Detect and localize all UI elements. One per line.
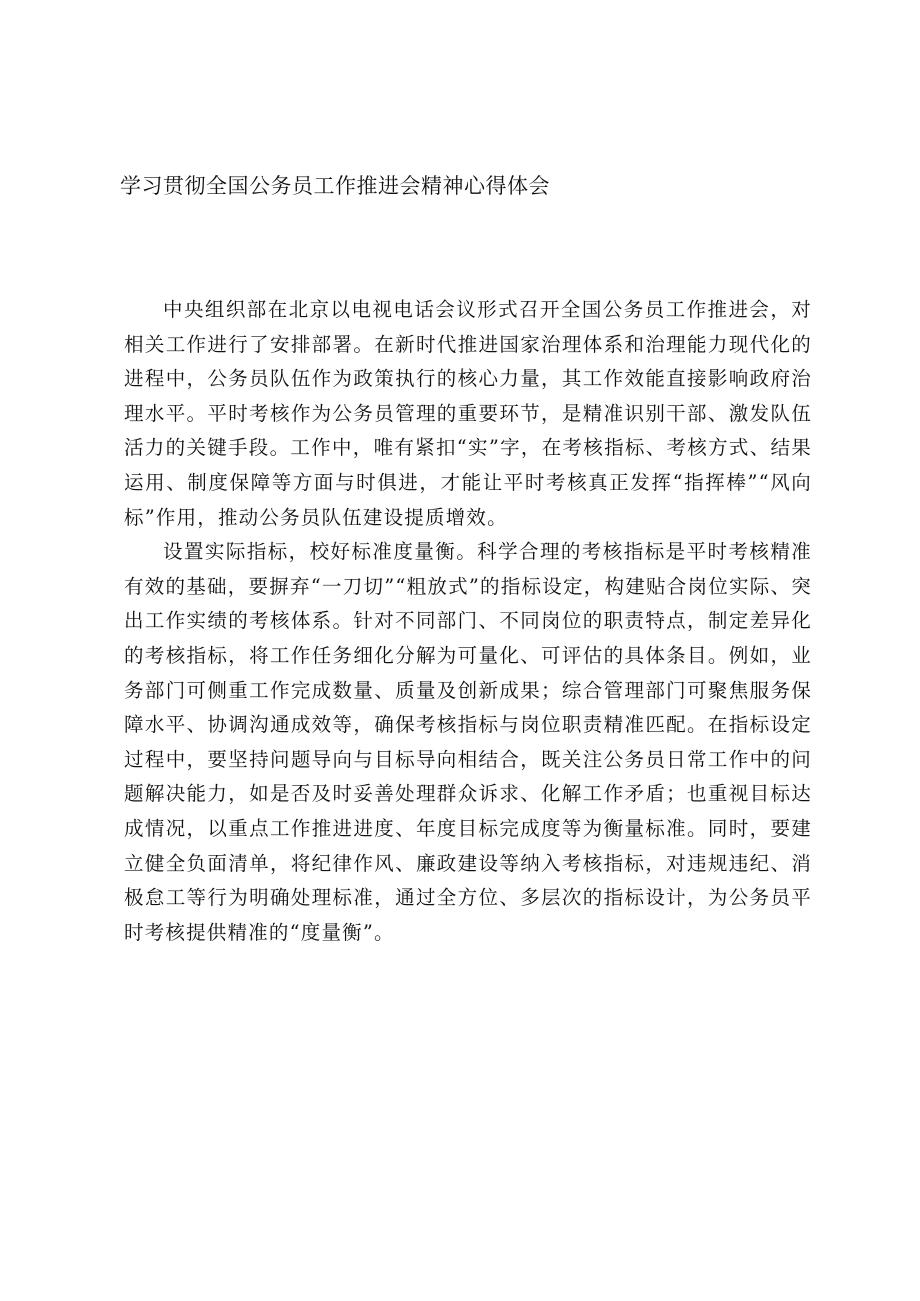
document-title: 学习贯彻全国公务员工作推进会精神心得体会 — [120, 174, 550, 198]
paragraph-indicators: 设置实际指标，校好标准度量衡。科学合理的考核指标是平时考核精准有效的基础，要摒弃“一刀切”“粗放式”的指标设定，构建贴合岗位实际、突出工作实绩的考核体系。针对不同部门、不同岗位的职责特点，制定差异化的考核指标，将工作任务细化分解为可量化、可评估的具体条目。例如，业务部门可侧重工作完成数量、质量及创新成果；综合管理部门可聚焦服务保障水平、协调沟通成效等，确保考核指标与岗位职责精准匹配。在指标设定过程中，要坚持问题导向与目标导向相结合，既关注公务员日常工作中的问题解决能力，如是否及时妥善处理群众诉求、化解工作矛盾；也重视目标达成情况，以重点工作推进进度、年度目标完成度等为衡量标准。同时，要建立健全负面清单，将纪律作风、廉政建设等纳入考核指标，对违规违纪、消极怠工等行为明确处理标准，通过全方位、多层次的指标设计，为公务员平时考核提供精准的“度量衡”。 — [124, 540, 812, 944]
paragraph-intro: 中央组织部在北京以电视电话会议形式召开全国公务员工作推进会，对相关工作进行了安排部署。在新时代推进国家治理体系和治理能力现代化的进程中，公务员队伍作为政策执行的核心力量，其工作效能直接影响政府治理水平。平时考核作为公务员管理的重要环节，是精准识别干部、激发队伍活力的关键手段。工作中，唯有紧扣“实”字，在考核指标、考核方式、结果运用、制度保障等方面与时俱进，才能让平时考核真正发挥“指挥棒”“风向标”作用，推动公务员队伍建设提质增效。 — [124, 298, 812, 529]
document-body — [124, 293, 812, 950]
